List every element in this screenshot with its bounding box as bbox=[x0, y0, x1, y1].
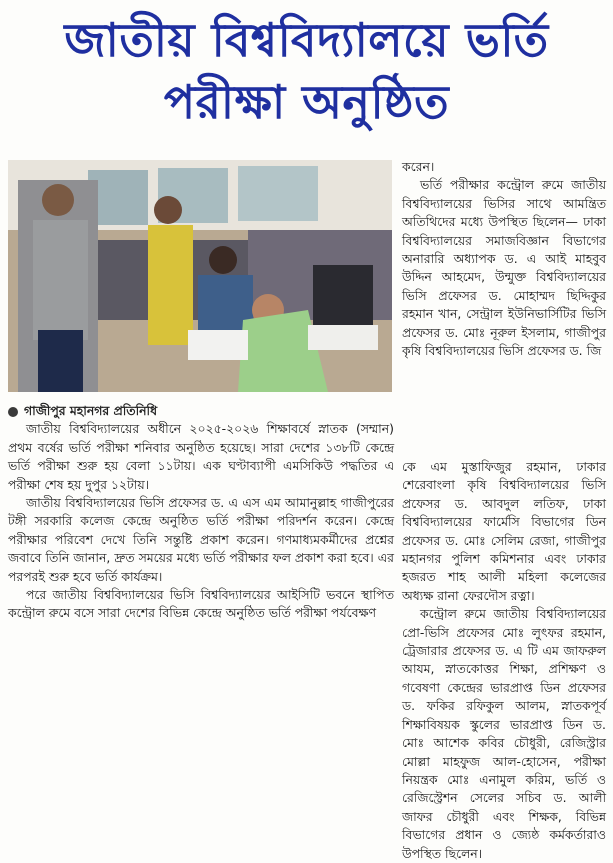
dateline bbox=[8, 402, 394, 420]
right-lower-paragraph-1: কে এম মুস্তাফিজুর রহমান, ঢাকার শেরেবাংলা কৃষি বিশ্ববিদ্যালয়ের ভিসি প্রফেসর ড. আবদুল লতিফ, ঢাকা বিশ্ববিদ্যালয়ের ফার্মেসি বিভাগের ডিন প্রফেসর ড. মোঃ সেলিম রেজা, গাজীপুর মহানগর পুলিশ কমিশনার এবং ঢাকার হজরত শাহ আলী মহিলা কলেজের অধ্যক্ষ রানা ফেরদৌস রত্না। bbox=[402, 459, 606, 603]
headline-line-2: পরীক্ষা অনুষ্ঠিত bbox=[163, 75, 450, 129]
right-column bbox=[402, 158, 606, 458]
left-paragraph-2: জাতীয় বিশ্ববিদ্যালয়ের ভিসি প্রফেসর ড. এ এস এম আমানুল্লাহ গাজীপুরের টঙ্গী সরকারি কলেজ কেন্দ্রে অনুষ্ঠিত ভর্তি পরীক্ষা পরিদর্শন করেন। কেন্দ্রে পরীক্ষার পরিবেশ দেখে তিনি সন্তুষ্টি প্রকাশ করেন। গণমাধ্যমকর্মীদের প্রশ্নের জবাবে তিনি জানান, দ্রুত সময়ের মধ্যে ভর্তি পরীক্ষার ফল প্রকাশ করা হবে। এর পরপরই শুরু হবে ভর্তি কার্যক্রম। bbox=[8, 495, 394, 584]
left-column bbox=[8, 402, 394, 718]
left-paragraph-3: পরে জাতীয় বিশ্ববিদ্যালয়ের ভিসি বিশ্ববিদ্যালয়ের আইসিটি ভবনে স্থাপিত কন্ট্রোল রুমে বসে সারা দেশের বিভিন্ন কেন্দ্রে অনুষ্ঠিত ভর্তি পরীক্ষা পর্যবেক্ষণ bbox=[8, 587, 394, 621]
news-photo bbox=[8, 160, 392, 392]
dateline-text: গাজীপুর মহানগর প্রতিনিধি bbox=[24, 403, 158, 418]
headline-line-1: জাতীয় বিশ্ববিদ্যালয়ে ভর্তি bbox=[64, 13, 549, 67]
bullet-icon bbox=[8, 407, 18, 417]
right-lower-column bbox=[402, 458, 606, 861]
exam-hall-photo-icon bbox=[8, 160, 392, 392]
right-paragraph-1: ভর্তি পরীক্ষার কন্ট্রোল রুমে জাতীয় বিশ্ববিদ্যালয়ের ভিসির সাথে আমন্ত্রিত অতিথিদের মধ্যে উপস্থিত ছিলেন— ঢাকা বিশ্ববিদ্যালয়ের সমাজবিজ্ঞান বিভাগের অনারারি অধ্যাপক ড. এ আই মাহবুব উদ্দিন আহমেদ, উন্মুক্ত বিশ্ববিদ্যালয়ের ভিসি প্রফেসর ড. মোহাম্মদ ছিদ্দিকুর রহমান খান, সেন্ট্রাল ইউনিভার্সিটির ভিসি প্রফেসর ড. মোঃ নূরুল ইসলাম, গাজীপুর কৃষি বিশ্ববিদ্যালয়ের ভিসি প্রফেসর ড. জি bbox=[402, 177, 606, 359]
left-paragraph-1: জাতীয় বিশ্ববিদ্যালয়ের অধীনে ২০২৫-২০২৬ শিক্ষাবর্ষে স্নাতক (সম্মান) প্রথম বর্ষের ভর্তি পরীক্ষা শনিবার অনুষ্ঠিত হয়েছে। সারা দেশের ১৩৮টি কেন্দ্রে ভর্তি পরীক্ষা শুরু হয় বেলা ১১টায়। এক ঘণ্টাব্যাপী এমসিকিউ পদ্ধতির এ পরীক্ষা শেষ হয় দুপুর ১২টায়। bbox=[8, 421, 394, 492]
right-paragraph-0: করেন। bbox=[402, 159, 435, 174]
right-lower-paragraph-2: কন্ট্রোল রুমে জাতীয় বিশ্ববিদ্যালয়ের প্রো-ভিসি প্রফেসর মোঃ লুৎফর রহমান, ট্রেজারার প্রফেসর ড. এ টি এম জাফরুল আযম, স্নাতকোত্তর শিক্ষা, প্রশিক্ষণ ও গবেষণা কেন্দ্রের ভারপ্রাপ্ত ডিন প্রফেসর ড. ফকির রফিকুল আলম, স্নাতকপূর্ব শিক্ষাবিষয়ক স্কুলের ভারপ্রাপ্ত ডিন ড. মোঃ আশেক কবির চৌধুরী, রেজিস্ট্রার মোল্লা মাহফুজ আল-হোসেন, পরীক্ষা নিয়ন্ত্রক মোঃ এনামুল করিম, ভর্তি ও রেজিস্ট্রেশন সেলের সচিব ড. আলী জাফর চৌধুরী এবং শিক্ষক, বিভিন্ন বিভাগের প্রধান ও জ্যেষ্ঠ কর্মকর্তারাও উপস্থিত ছিলেন। bbox=[402, 606, 606, 861]
